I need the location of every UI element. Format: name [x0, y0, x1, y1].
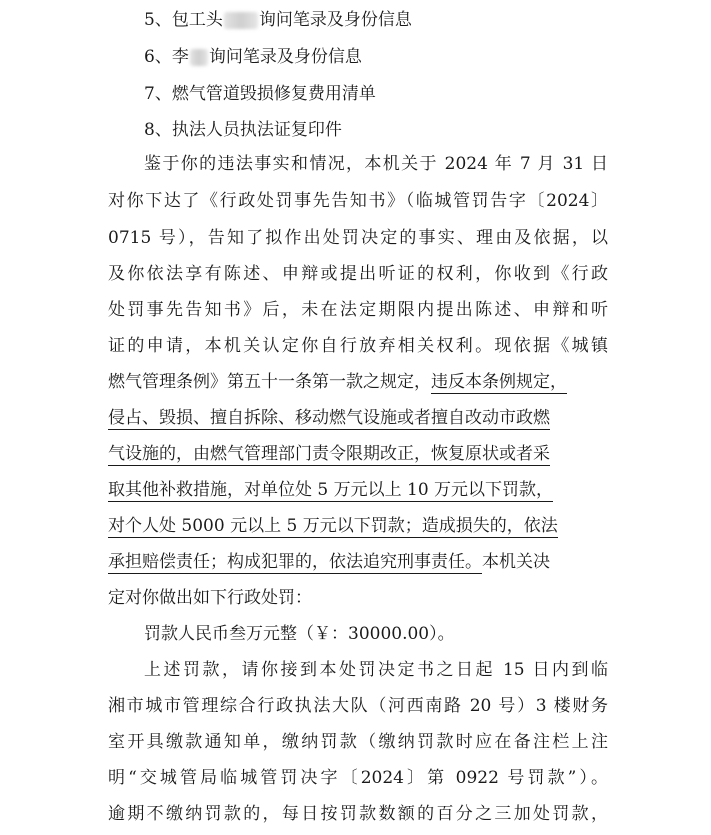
paragraph-line: 逾期不缴纳罚款的，每日按罚款数额的百分之三加处罚款， — [108, 804, 608, 824]
redacted-name — [190, 49, 208, 66]
paragraph-line: 鉴于你的违法事实和情况，本机关于 2024 年 7 月 31 日 — [144, 154, 608, 174]
paragraph-line: 室开具缴款通知单，缴纳罚款（缴纳罚款时应在备注栏上注 — [108, 732, 608, 752]
paragraph-line: 及你依法享有陈述、申辩或提出听证的权利，你收到《行政 — [108, 264, 608, 284]
paragraph-line: 湘市城市管理综合行政执法大队（河西南路 20 号）3 楼财务 — [108, 696, 608, 716]
redacted-name — [224, 12, 258, 29]
paragraph-line: 处罚事先告知书》后，未在法定期限内提出陈述、申辩和听 — [108, 300, 608, 320]
decision-text: 本机关决 — [482, 552, 550, 572]
underlined-clause: 取其他补救措施，对单位处 5 万元以上 10 万元以下罚款， — [108, 480, 554, 500]
attachment-item-7: 7、燃气管道毁损修复费用清单 — [144, 84, 376, 104]
underlined-clause: 对个人处 5000 元以上 5 万元以下罚款；造成损失的，依法 — [108, 516, 558, 536]
attachment-item-6 — [144, 45, 608, 69]
paragraph-line — [108, 550, 608, 574]
attachment-5-suffix: 询问笔录及身份信息 — [258, 10, 412, 30]
paragraph-line — [108, 514, 608, 538]
attachment-6-prefix: 6、李 — [144, 47, 189, 67]
attachment-item-5 — [144, 8, 608, 32]
paragraph-line — [108, 370, 608, 394]
paragraph-line: 0715 号），告知了拟作出处罚决定的事实、理由及依据，以 — [108, 228, 608, 248]
paragraph-line — [108, 442, 608, 466]
attachment-item-8: 8、执法人员执法证复印件 — [144, 120, 342, 140]
paragraph-line — [108, 478, 608, 502]
regulation-citation: 燃气管理条例》第五十一条第一款之规定， — [108, 372, 431, 392]
paragraph-line: 证的申请，本机关认定你自行放弃相关权利。现依据《城镇 — [108, 336, 608, 356]
paragraph-line: 对你下达了《行政处罚事先告知书》（临城管罚告字〔2024〕 — [108, 191, 608, 211]
paragraph-line — [108, 406, 608, 430]
paragraph-line: 明“交城管局临城管罚决字〔2024〕第 0922 号罚款”）。 — [108, 768, 608, 788]
underlined-clause: 气设施的，由燃气管理部门责令限期改正，恢复原状或者采 — [108, 444, 550, 464]
attachment-6-suffix: 询问笔录及身份信息 — [208, 47, 362, 67]
paragraph-line: 上述罚款，请你接到本处罚决定书之日起 15 日内到临 — [144, 660, 608, 680]
attachment-5-prefix: 5、包工头 — [144, 10, 223, 30]
underlined-clause: 侵占、毁损、擅自拆除、移动燃气设施或者擅自改动市政燃 — [108, 408, 550, 428]
underlined-clause: 承担赔偿责任；构成犯罪的，依法追究刑事责任。 — [108, 552, 482, 572]
paragraph-line: 定对你做出如下行政处罚： — [108, 588, 312, 608]
underlined-clause: 违反本条例规定， — [431, 372, 567, 392]
penalty-amount: 罚款人民币叁万元整（￥：30000.00）。 — [144, 624, 455, 644]
